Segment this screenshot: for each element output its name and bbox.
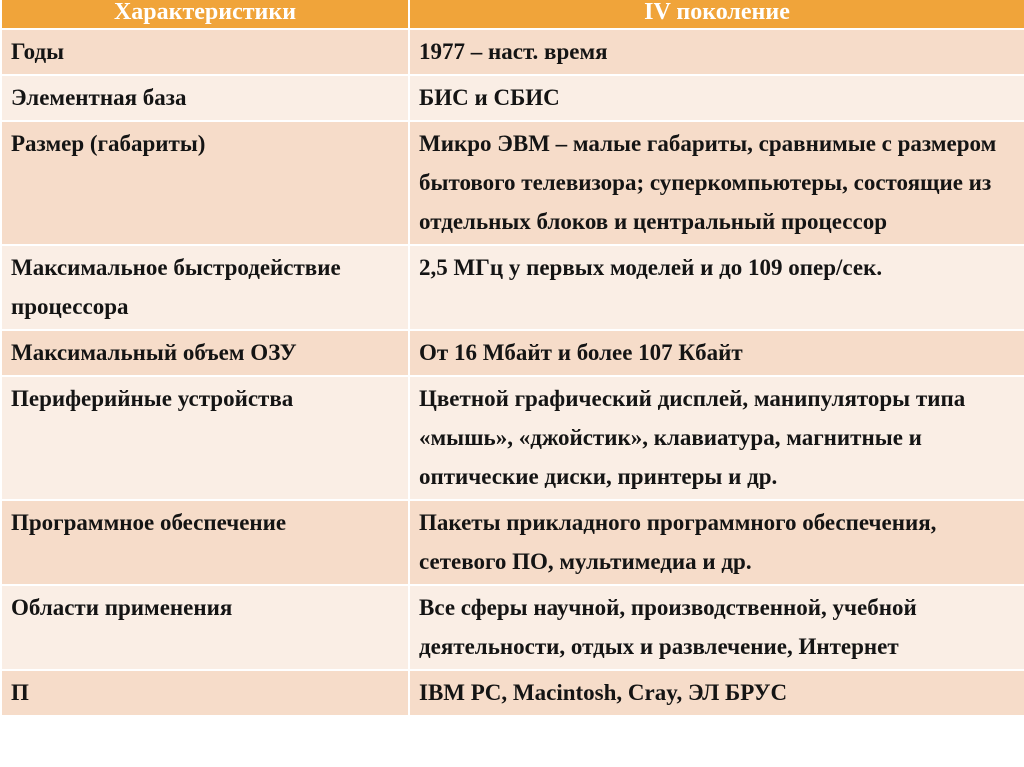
column-header-characteristics: Характеристики [1,0,409,29]
row-value: Пакеты прикладного программного обеспечения, сетевого ПО, мультимедиа и др. [409,500,1024,585]
table-header-row [1,0,1024,29]
table-row [1,245,1024,330]
row-value: IBM PC, Macintosh, Cray, ЭЛ БРУС [409,670,1024,716]
column-header-generation: IV поколение [409,0,1024,29]
table-row [1,500,1024,585]
row-value: Микро ЭВМ – малые габариты, сравнимые с размером бытового телевизора; суперкомпьютеры, состоящие из отдельных блоков и центральный процессор [409,121,1024,245]
row-value: БИС и СБИС [409,75,1024,121]
table-row [1,376,1024,500]
table-row [1,121,1024,245]
table-row [1,29,1024,75]
row-value: Цветной графический дисплей, манипуляторы типа «мышь», «джойстик», клавиатура, магнитные и оптические диски, принтеры и др. [409,376,1024,500]
row-value: От 16 Мбайт и более 107 Кбайт [409,330,1024,376]
row-value: Все сферы научной, производственной, учебной деятельности, отдых и развлечение, Интернет [409,585,1024,670]
row-label: Годы [1,29,409,75]
row-label: Области применения [1,585,409,670]
row-label: П [1,670,409,716]
row-label: Размер (габариты) [1,121,409,245]
row-value: 2,5 МГц у первых моделей и до 109 опер/сек. [409,245,1024,330]
row-label: Максимальное быстродействие процессора [1,245,409,330]
table-row [1,670,1024,716]
table-row [1,75,1024,121]
table-row [1,585,1024,670]
row-label: Периферийные устройства [1,376,409,500]
row-label: Элементная база [1,75,409,121]
row-value: 1977 – наст. время [409,29,1024,75]
row-label: Программное обеспечение [1,500,409,585]
table-row [1,330,1024,376]
row-label: Максимальный объем ОЗУ [1,330,409,376]
